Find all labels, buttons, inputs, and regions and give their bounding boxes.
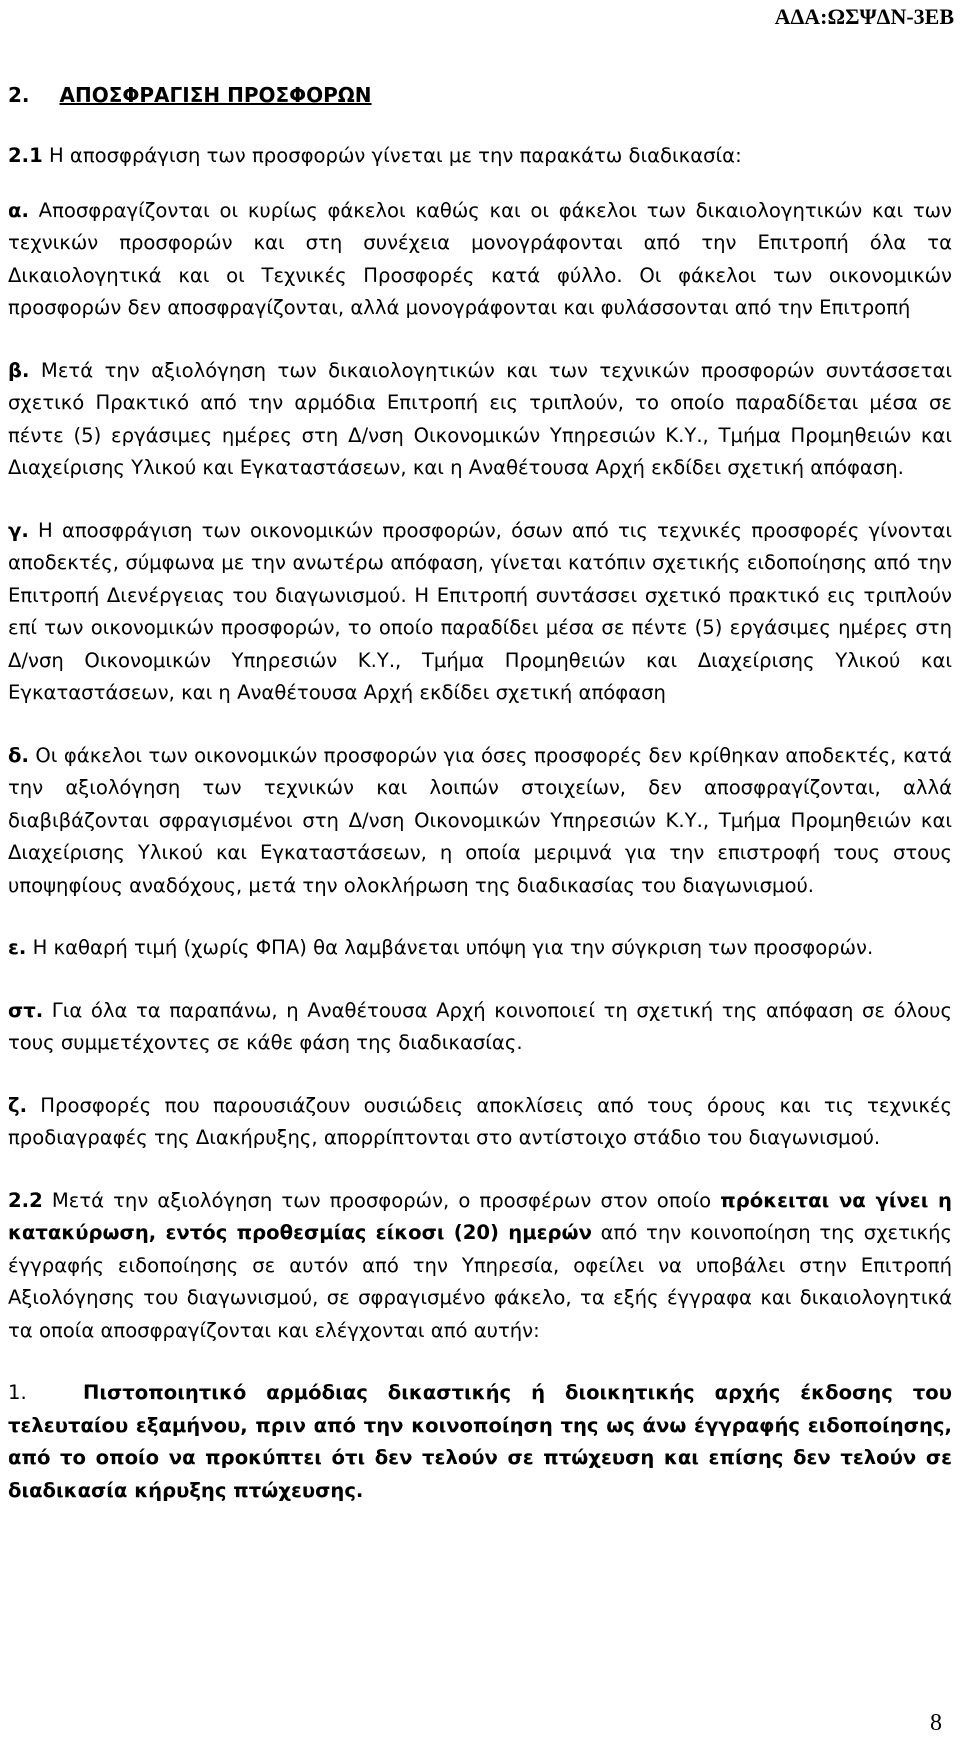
paragraph-epsilon: [8, 932, 952, 965]
paragraph-label: δ.: [8, 743, 29, 767]
paragraph-alpha: [8, 195, 952, 325]
paragraph-number: 2.2: [8, 1188, 43, 1212]
paragraph-label: γ.: [8, 518, 29, 542]
paragraph-text: Μετά την αξιολόγηση των δικαιολογητικών και των τεχνικών προσφορών συντάσσεται σχετικό Πρακτικό από την αρμόδια Επιτροπή εις τριπλούν, το οποίο παραδίδεται μέσα σε πέντε (5) εργάσιμες ημέρες στη Δ/νση Οικονομικών Υπηρεσιών Κ.Υ., Τμήμα Προμηθειών και Διαχείρισης Υλικού και Εγκαταστάσεων, και η Αναθέτουσα Αρχή εκδίδει σχετική απόφαση.: [8, 358, 952, 479]
paragraph-2-2: [8, 1185, 952, 1348]
paragraph-text-part-1: Μετά την αξιολόγηση των προσφορών, ο προσφέρων στον οποίο: [42, 1188, 721, 1212]
paragraph-text: Η αποσφράγιση των προσφορών γίνεται με την παρακάτω διαδικασία:: [42, 144, 742, 167]
paragraph-delta: [8, 740, 952, 903]
list-item-number: 1.: [8, 1381, 27, 1404]
ada-code: ΑΔΑ:ΩΣΨΔΝ-3ΕΒ: [774, 4, 954, 29]
paragraph-text: Για όλα τα παραπάνω, η Αναθέτουσα Αρχή κοινοποιεί τη σχετική της απόφαση σε όλους τους συμμετέχοντες σε κάθε φάση της διαδικασίας.: [8, 998, 952, 1054]
section-heading: [8, 80, 952, 110]
section-number: 2.: [8, 83, 30, 107]
paragraph-stigma: [8, 995, 952, 1060]
paragraph-text: Η αποσφράγιση των οικονομικών προσφορών, όσων από τις τεχνικές προσφορές γίνονται αποδεκτές, σύμφωνα με την ανωτέρω απόφαση, γίνεται κατόπιν σχετικής ειδοποίησης από την Επιτροπή Διενέργειας του διαγωνισμού. Η Επιτροπή συντάσσει σχετικό πρακτικό εις τριπλούν επί των οικονομικών προσφορών, το οποίο παραδίδει μέσα σε πέντε (5) εργάσιμες ημέρες στη Δ/νση Οικονομικών Υπηρεσιών Κ.Υ., Τμήμα Προμηθειών και Διαχείρισης Υλικού και Εγκαταστάσεων, και η Αναθέτουσα Αρχή εκδίδει σχετική απόφαση: [8, 518, 952, 704]
paragraph-text: Προσφορές που παρουσιάζουν ουσιώδεις αποκλίσεις από τους όρους και τις τεχνικές προδιαγραφές της Διακήρυξης, απορρίπτονται στο αντίστοιχο στάδιο του διαγωνισμού.: [8, 1093, 952, 1149]
paragraph-label: ζ.: [8, 1093, 28, 1117]
paragraph-beta: [8, 355, 952, 485]
document-body: [8, 80, 952, 1507]
paragraph-label: ε.: [8, 936, 27, 959]
paragraph-bold-text: πρόκειται να γίνει η κατακύρωση, εντός προθεσμίας είκοσι (20) ημερών: [8, 1188, 952, 1244]
paragraph-zeta: [8, 1090, 952, 1155]
paragraph-label: α.: [8, 198, 29, 222]
paragraph-label: στ.: [8, 998, 44, 1022]
paragraph-text: Οι φάκελοι των οικονομικών προσφορών για όσες προσφορές δεν κρίθηκαν αποδεκτές, κατά την αξιολόγηση των τεχνικών και λοιπών στοιχείων, δεν αποσφραγίζονται, αλλά διαβιβάζονται σφραγισμένοι στη Δ/νση Οικονομικών Υπηρεσιών Κ.Υ., Τμήμα Προμηθειών και Διαχείρισης Υλικού και Εγκαταστάσεων, η οποία μεριμνά για την επιστροφή τους στους υποψηφίους αναδόχους, μετά την ολοκλήρωση της διαδικασίας του διαγωνισμού.: [8, 743, 952, 897]
paragraph-label: β.: [8, 358, 30, 382]
paragraph-number: 2.1: [8, 144, 43, 167]
section-title: ΑΠΟΣΦΡΑΓΙΣΗ ΠΡΟΣΦΟΡΩΝ: [59, 83, 372, 107]
paragraph-2-1: [8, 140, 952, 173]
page-number: 8: [930, 1710, 942, 1736]
paragraph-text: Η καθαρή τιμή (χωρίς ΦΠΑ) θα λαμβάνεται υπόψη για την σύγκριση των προσφορών.: [26, 936, 874, 959]
paragraph-text: Αποσφραγίζονται οι κυρίως φάκελοι καθώς και οι φάκελοι των δικαιολογητικών και των τεχνικών προσφορών και στη συνέχεια μονογράφονται από την Επιτροπή όλα τα Δικαιολογητικά και οι Τεχνικές Προσφορές κατά φύλλο. Οι φάκελοι των οικονομικών προσφορών δεν αποσφραγίζονται, αλλά μονογράφονται και φυλάσσονται από την Επιτροπή: [8, 198, 952, 319]
list-item-text: Πιστοποιητικό αρμόδιας δικαστικής ή διοικητικής αρχής έκδοσης του τελευταίου εξαμήνου, πριν από την κοινοποίηση της ως άνω έγγραφής ειδοποίησης, από το οποίο να προκύπτει ότι δεν τελούν σε πτώχευση και επίσης δεν τελούν σε διαδικασία κήρυξης πτώχευσης.: [8, 1381, 952, 1502]
paragraph-text-part-2: από την κοινοποίηση της σχετικής έγγραφής ειδοποίησης σε αυτόν από την Υπηρεσία, οφείλει να υποβάλει στην Επιτροπή Αξιολόγησης του διαγωνισμού, σε σφραγισμένο φάκελο, τα εξής έγγραφα και δικαιολογητικά τα οποία αποσφραγίζονται και ελέγχονται από αυτήν:: [8, 1221, 953, 1342]
list-item-1: [8, 1377, 952, 1507]
paragraph-gamma: [8, 515, 952, 710]
